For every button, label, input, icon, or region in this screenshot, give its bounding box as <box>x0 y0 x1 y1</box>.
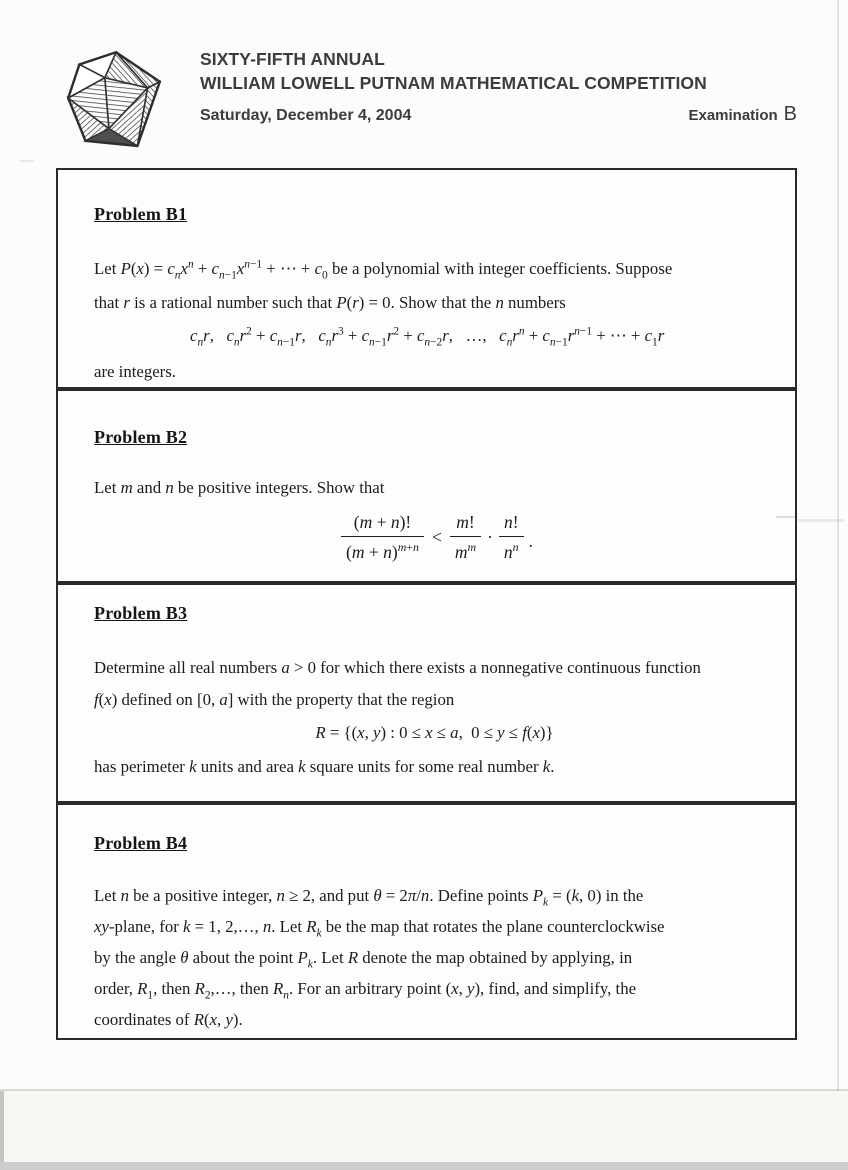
formula-period: . <box>528 531 533 552</box>
fraction-mid <box>450 512 481 563</box>
problem-heading: Problem B4 <box>94 833 188 853</box>
title-line-2: WILLIAM LOWELL PUTNAM MATHEMATICAL COMPETITION <box>200 72 707 93</box>
examination-word: Examination <box>688 106 778 124</box>
problem-body: Let m and n be positive integers. Show that <box>94 478 385 497</box>
problem-box-b4 <box>56 803 797 1040</box>
date-exam-row <box>200 103 797 126</box>
problem-heading: Problem B3 <box>94 603 188 623</box>
putnam-icosahedron-logo-icon <box>58 40 170 148</box>
exam-date: Saturday, December 4, 2004 <box>200 106 412 124</box>
problem-body: Let $P(x) = c_nx^n + c_{n-1}x^{n-1}$ + ⋯ + $c_0$ be a polynomial with integer coefficients. Suppose that r is a rational number such that P(r) = 0. Show that the n numbers <box>94 258 673 313</box>
problem-display-math: $c_nr$, $c_nr^2 + c_{n-1}r$, $c_nr^3 + c_{n-1}r^2 + c_{n-2}r$, …, $c_nr^n + c_{n-1}r^{n-1}$ + ⋯ + $c_1r$ <box>190 325 665 349</box>
problem-body: Let n be a positive integer, n ≥ 2, and put θ = 2π/n. Define points $P_k = (k$, 0) in the xy-plane, for k = 1, 2,…, n. Let $R_k$ be the map that rotates the plane counterclockwise by the angle θ about the point $P_k$. Let R denote the map obtained by applying, in order, $R_1$, then $R_2,\dots$, then $R_n$. For an arbitrary point (x, y), find, and simplify, the coordinates of R(x, y). <box>94 886 665 1029</box>
fraction-rhs <box>499 512 524 563</box>
b2-inequality-formula <box>94 512 775 563</box>
exam-header <box>55 38 797 150</box>
fraction-denominator: $(m + n)^{m+n}$ <box>346 539 419 562</box>
problem-after-text: are integers. <box>94 362 176 381</box>
problem-heading: Problem B2 <box>94 427 188 447</box>
fraction-denominator: $n^n$ <box>503 539 519 562</box>
problem-display-math: R = {(x, y) : 0 ≤ x ≤ a, 0 ≤ y ≤ f(x)} <box>315 722 554 742</box>
problem-after-text: has perimeter k units and area k square units for some real number k. <box>94 756 555 776</box>
problem-box-b1 <box>56 168 797 389</box>
fraction-denominator: $m^m$ <box>454 539 477 562</box>
title-line-1: SIXTY-FIFTH ANNUAL <box>200 49 385 69</box>
scan-smudge <box>798 519 844 522</box>
multiplication-dot: · <box>487 527 493 548</box>
fraction-lhs <box>341 512 424 563</box>
fraction-numerator: (m + n)! <box>341 512 424 537</box>
problem-box-b2 <box>56 389 797 583</box>
scan-smudge <box>20 160 34 162</box>
exam-title-block <box>200 48 797 126</box>
less-than-sign: < <box>431 527 442 548</box>
examination-label <box>688 103 797 126</box>
scan-left-sliver <box>0 1091 4 1170</box>
problem-box-b3 <box>56 583 797 803</box>
scan-bottom-strip <box>0 1162 848 1170</box>
fraction-numerator: n! <box>499 512 524 537</box>
examination-letter: B <box>783 102 797 125</box>
problem-heading: Problem B1 <box>94 204 188 224</box>
problem-boxes <box>56 168 797 1040</box>
fraction-numerator: m! <box>450 512 481 537</box>
problem-body: Determine all real numbers a > 0 for which there exists a nonnegative continuous function f(x) defined on [0, a] with the property that the region <box>94 658 701 709</box>
scan-right-edge <box>837 0 839 1170</box>
scan-lower-band <box>0 1091 848 1162</box>
scan-smudge <box>776 516 796 518</box>
